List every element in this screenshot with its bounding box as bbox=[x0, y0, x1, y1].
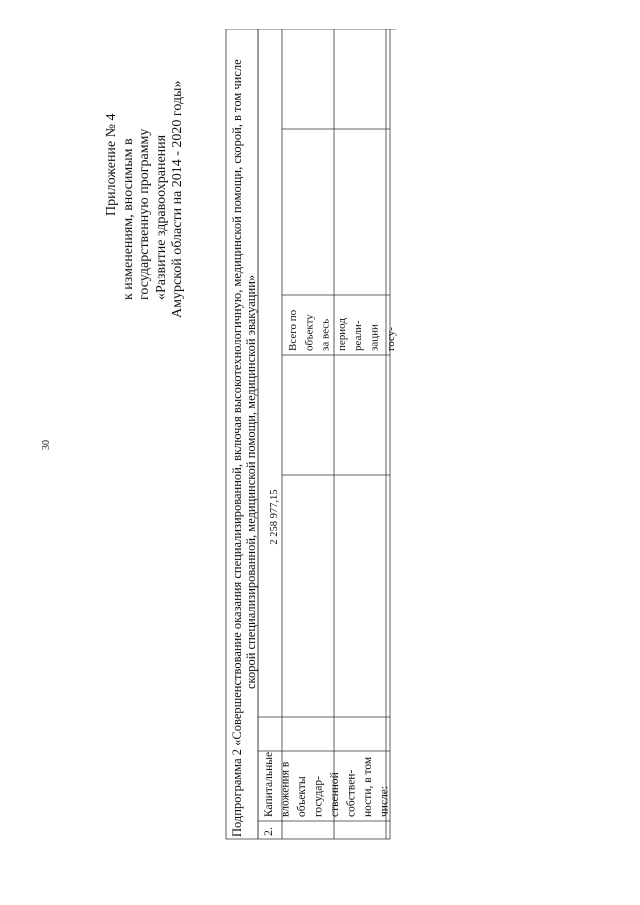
appendix-line-2: к изменениям, вносимым в bbox=[120, 138, 136, 300]
appendix-line-4: «Развитие здравоохранения bbox=[153, 134, 169, 300]
label-total-line-5: зации bbox=[368, 324, 381, 351]
budget-table bbox=[0, 29, 400, 869]
row-title-line-7: числе: bbox=[378, 785, 391, 817]
row-title-line-3: государ- bbox=[312, 776, 325, 817]
total-amount: 2 258 977,15 bbox=[269, 489, 280, 545]
label-total-line-2: за весь bbox=[319, 318, 332, 351]
label-total-line-0: Всего по bbox=[287, 309, 299, 351]
row-number: 2. bbox=[261, 827, 275, 836]
subprogram-title-line-1: Подпрограмма 2 «Совершенствование оказания специализированной, включая высокотехнологичную, медицинской помощи, скорой, в том числе bbox=[230, 59, 244, 837]
page-number: 30 bbox=[41, 440, 52, 450]
appendix-line-5: Амурской области на 2014 - 2020 годы» bbox=[170, 80, 185, 318]
label-total-line-1: объекту bbox=[303, 314, 316, 351]
row-title-line-4: ственной bbox=[329, 772, 341, 817]
appendix-line-3: государственную программу bbox=[137, 128, 152, 300]
row-title-line-5: собствен- bbox=[345, 769, 358, 817]
appendix-line-1: Приложение № 4 bbox=[104, 113, 119, 216]
row-title-line-1: вложения в bbox=[279, 761, 292, 817]
label-total-line-4: реали- bbox=[352, 320, 365, 351]
subprogram-title-line-2: скорой специализированной, медицинской помощи, медицинской эвакуации» bbox=[244, 274, 258, 689]
row-title-line-0: Капитальные bbox=[263, 751, 275, 817]
row-title-line-2: объекты bbox=[296, 776, 308, 817]
label-total-line-3: период bbox=[335, 318, 348, 351]
rotated-table-page bbox=[0, 29, 400, 869]
row-title-line-6: ности, в том bbox=[362, 756, 374, 817]
label-total-line-6: госу- bbox=[384, 327, 397, 351]
